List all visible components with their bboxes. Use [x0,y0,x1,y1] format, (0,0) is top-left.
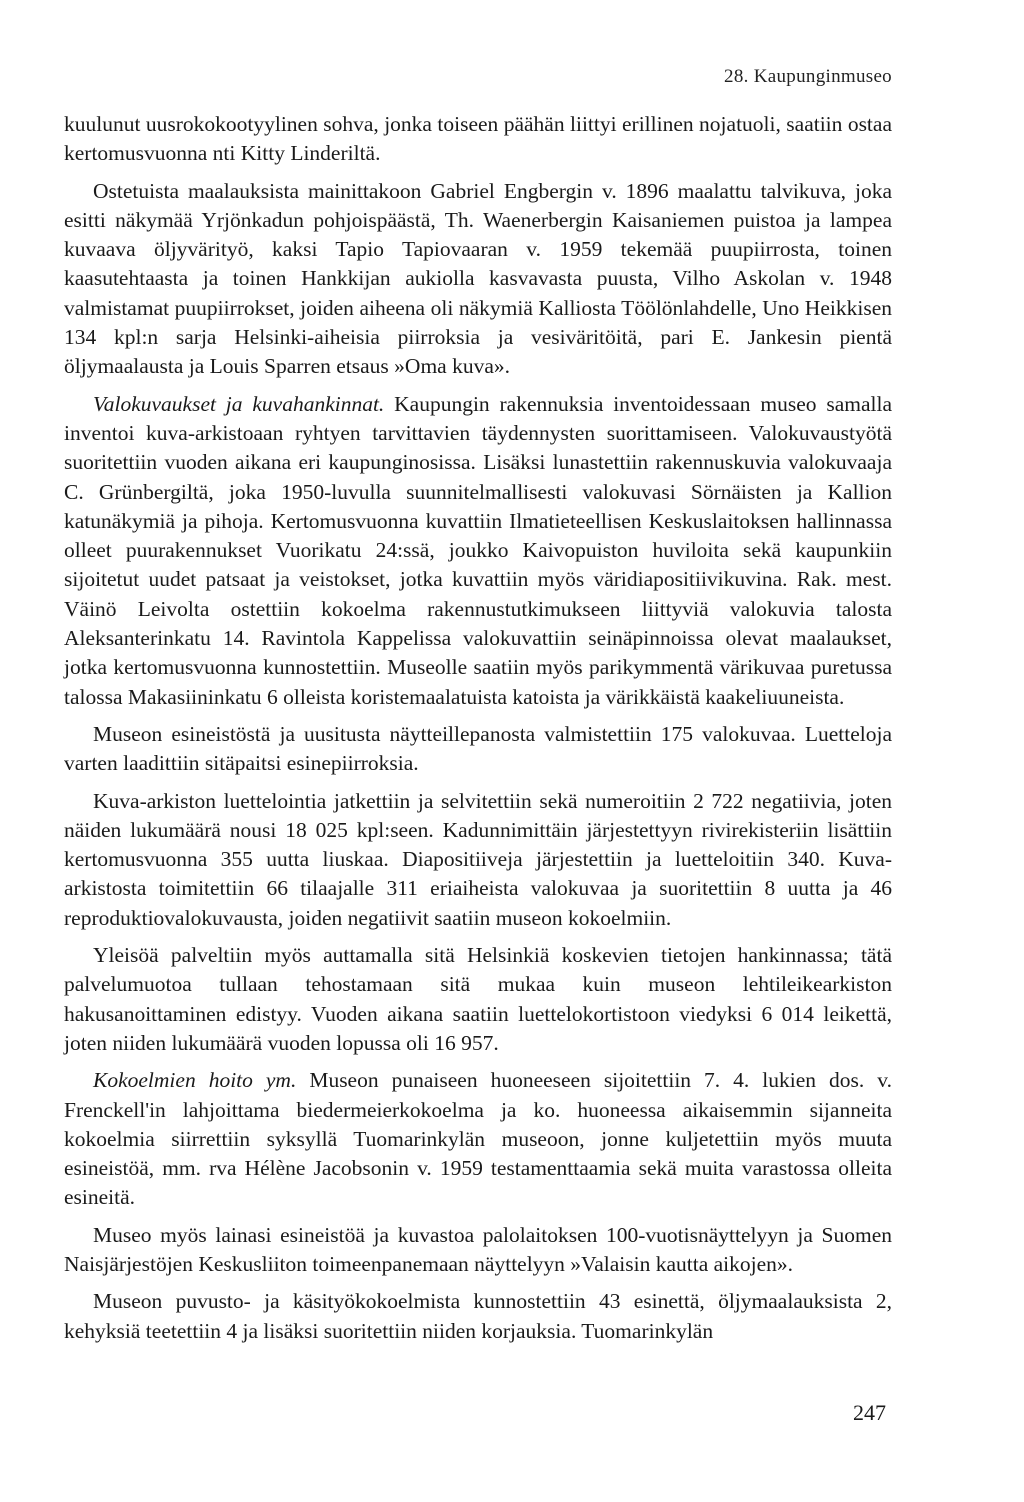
paragraph-photography [64,390,892,712]
paragraph-public-service: Yleisöä palveltiin myös auttamalla sitä Helsinkiä koskevien tietojen hankinnassa; tätä palvelumuotoa tullaan tehostamaan sitä mukaa kuin museon lehtileikearkiston hakusanoittaminen edistyy. Vuoden aikana saatiin luettelokortistoon viedyksi 6 014 leikettä, joten niiden lukumäärä vuoden lopussa oli 16 957. [64,943,892,1055]
paragraph-paintings: Ostetuista maalauksista mainittakoon Gabriel Engbergin v. 1896 maalattu talvikuva, joka esitti näkymää Yrjönkadun pohjoispäästä, Th. Waenerbergin Kaisaniemen puistoa ja lampea kuvaava öljyvärityö, kaksi Tapio Tapiovaaran v. 1959 tekemää puupiirrosta, toinen kaasutehtaasta ja toinen Hankkijan aukiolla kasvavasta puusta, Vilho Askolan v. 1948 valmistamat puupiirrokset, joiden aiheena oli näkymiä Kalliosta Töölönlahdelle, Uno Heikkisen 134 kpl:n sarja Helsinki-aiheisia piirroksia ja vesiväritöitä, pari E. Jankesin pientä öljymaalausta ja Louis Sparren etsaus »Oma kuva». [64,178,892,379]
running-head: 28. Kaupunginmuseo [724,66,892,87]
page-body [64,110,892,1346]
page-number: 247 [853,1400,886,1425]
paragraph-collections-text: Museon punaiseen huoneeseen sijoitettiin 7. 4. lukien dos. v. Frenckell'in lahjoittama biedermeierkokoelma ja ko. huoneessa aikaisemmin sijanneita kokoelmia siirrettiin syksyllä Tuomarinkylän museoon, jonne kuljetettiin myös muuta esineistöä, mm. rva Hélène Jacobsonin v. 1959 testamenttaamia sekä muita varastossa olleita esineitä. [64,1068,892,1210]
paragraph-object-photos: Museon esineistöstä ja uusitusta näytteillepanosta valmistettiin 175 valokuvaa. Luetteloja varten laadittiin sitäpaitsi esinepiirroksia. [64,721,892,776]
paragraph-archive-cataloguing: Kuva-arkiston luettelointia jatkettiin ja selvitettiin sekä numeroitiin 2 722 negatiivia, joten näiden lukumäärä nousi 18 025 kpl:seen. Kadunnimittäin järjestettyyn rivirekisteriin lisättiin kertomusvuonna 355 uutta liuskaa. Diapositiiveja järjestettiin ja luetteloitiin 340. Kuva-arkistosta toimitettiin 66 tilaajalle 311 eriaiheista valokuvaa ja suoritettiin 8 uutta ja 46 reproduktiovalokuvausta, joiden negatiivit saatiin museon kokoelmiin. [64,788,892,930]
paragraph-loans: Museo myös lainasi esineistöä ja kuvastoa palolaitoksen 100-vuotisnäyttelyyn ja Suomen Naisjärjestöjen Keskusliiton toimeenpanemaan näyttelyyn »Valaisin kautta aikojen». [64,1222,892,1276]
section-heading-photography: Valokuvaukset ja kuvahankinnat. [93,391,385,416]
paragraph-collections-care [64,1066,892,1212]
section-heading-collections: Kokoelmien hoito ym. [93,1068,297,1093]
paragraph-photography-text: Kaupungin rakennuksia inventoidessaan museo samalla inventoi kuva-arkistoaan ryhtyen tarvittavien täydennysten suorittamiseen. Valokuvaustyötä suoritettiin vuoden aikana eri kaupunginosissa. Lisäksi lunastettiin rakennuskuvia valokuvaaja C. Grünbergiltä, joka 1950-luvulla suunnitelmallisesti valokuvasi Sörnäisten ja Kallion katunäkymiä ja pihoja. Kertomusvuonna kuvattiin Ilmatieteellisen Keskuslaitoksen hallinnassa olleet puurakennukset Vuorikatu 24:ssä, joukko Kaivopuiston huviloita sekä kaupunkiin sijoitetut uudet patsaat ja veistokset, jotka kuvattiin myös väridiapositiivikuvina. Rak. mest. Väinö Leivolta ostettiin kokoelma rakennustutkimukseen liittyviä valokuvia talosta Aleksanterinkatu 14. Ravintola Kappelissa valokuvattiin seinäpinnoissa olevat maalaukset, jotka kertomusvuonna kunnostettiin. Museolle saatiin myös parikymmentä värikuvaa puretussa talossa Makasiininkatu 6 olleista koristemaalatuista katoista ja värikkäistä kaakeliuuneista. [64,391,892,709]
paragraph-continuation: kuulunut uusrokokootyylinen sohva, jonka toiseen päähän liittyi erillinen nojatuoli, saatiin ostaa kertomusvuonna nti Kitty Linderiltä. [64,112,892,166]
paragraph-conservation: Museon puvusto- ja käsityökokoelmista kunnostettiin 43 esinettä, öljymaalauksista 2, kehyksiä teetettiin 4 ja lisäksi suoritettiin niiden korjauksia. Tuomarinkylän [64,1289,892,1343]
